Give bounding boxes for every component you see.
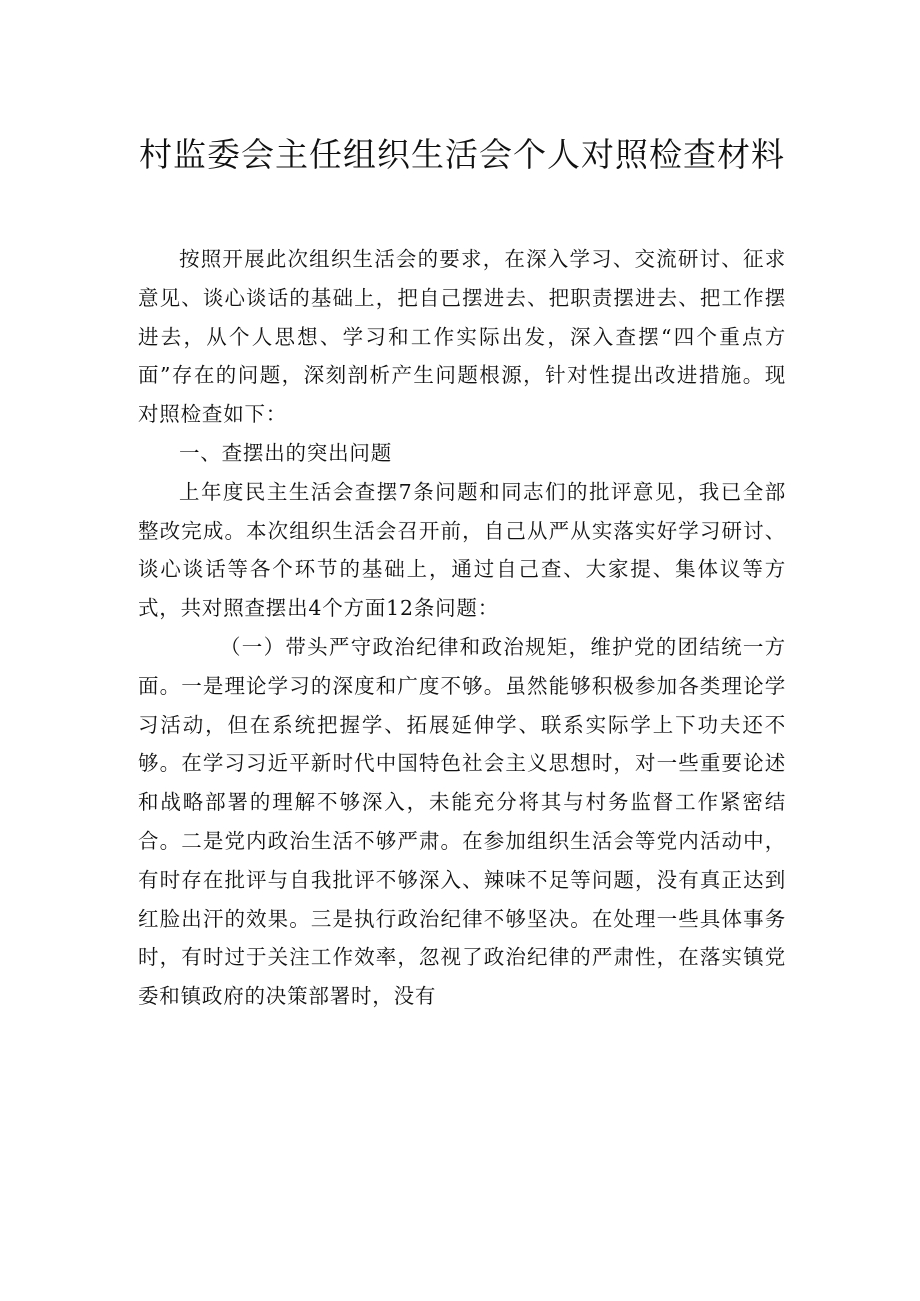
document-title: 村监委会主任组织生活会个人对照检查材料 — [139, 135, 785, 174]
section-paragraph: 上年度民主生活会查摆7条问题和同志们的批评意见，我已全部整改完成。本次组织生活会召开前，自己从严从实落实好学习研讨、谈心谈话等各个环节的基础上，通过自己查、大家提、集体议等方式，共对照查摆出4个方面12条问题： — [138, 479, 786, 621]
section-heading: 一、查摆出的突出问题 — [179, 440, 392, 465]
document-body — [138, 240, 786, 1016]
subsection-paragraph: （一）带头严守政治纪律和政治规矩，维护党的团结统一方面。一是理论学习的深度和广度不够。虽然能够积极参加各类理论学习活动，但在系统把握学、拓展延伸学、联系实际学上下功夫还不够。在学习习近平新时代中国特色社会主义思想时，对一些重要论述和战略部署的理解不够深入，未能充分将其与村务监督工作紧密结合。二是党内政治生活不够严肃。在参加组织生活会等党内活动中，有时存在批评与自我批评不够深入、辣味不足等问题，没有真正达到红脸出汗的效果。三是执行政治纪律不够坚决。在处理一些具体事务时，有时过于关注工作效率，忽视了政治纪律的严肃性，在落实镇党委和镇政府的决策部署时，没有 — [138, 634, 786, 1009]
document-page — [138, 120, 786, 1016]
intro-paragraph: 按照开展此次组织生活会的要求，在深入学习、交流研讨、征求意见、谈心谈话的基础上，把自己摆进去、把职责摆进去、把工作摆进去，从个人思想、学习和工作实际出发，深入查摆“四个重点方面”存在的问题，深刻剖析产生问题根源，针对性提出改进措施。现对照检查如下： — [138, 247, 786, 427]
